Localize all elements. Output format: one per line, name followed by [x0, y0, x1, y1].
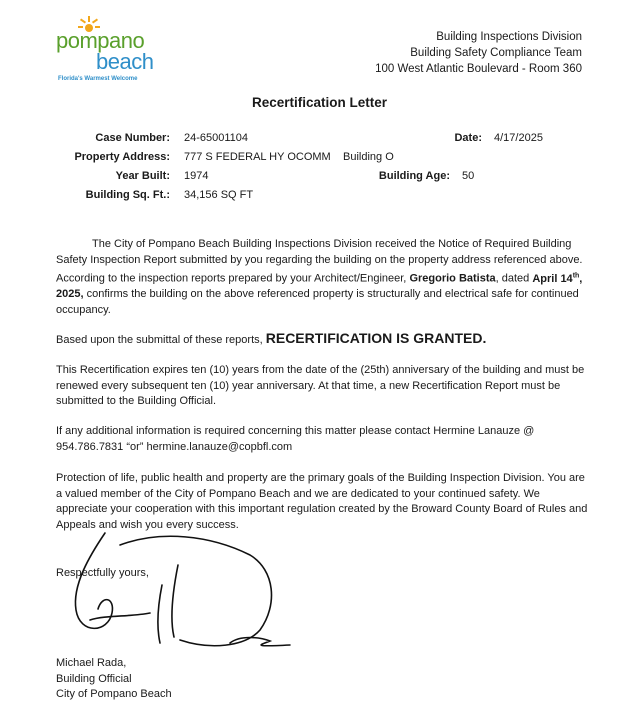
- case-number-label: Case Number:: [95, 132, 170, 144]
- signer-block: [56, 656, 172, 703]
- signer-name: Michael Rada,: [56, 657, 127, 669]
- date-label: Date:: [454, 132, 482, 144]
- engineer-name: Gregorio Batista: [409, 272, 496, 285]
- header-line-division: Building Inspections Division: [436, 31, 582, 43]
- logo-tagline: Florida's Warmest Welcome: [58, 76, 138, 82]
- letter-title: Recertification Letter: [251, 95, 388, 110]
- building-sqft-value: 34,156 SQ FT: [184, 189, 254, 201]
- paragraph-contact: If any additional information is required concerning this matter please contact Hermine Lanauze @ 954.786.7831 “or” hermine.lanauze@copbfl.com: [56, 425, 535, 453]
- case-number-value: 24-65001104: [184, 132, 249, 144]
- salutation: Respectfully yours,: [56, 567, 149, 579]
- year-built-value: 1974: [184, 170, 209, 182]
- header-line-team: Building Safety Compliance Team: [410, 47, 582, 59]
- paragraph-notice: [56, 237, 591, 318]
- signer-role: Building Official: [56, 672, 132, 685]
- notice-text-start: The City of Pompano Beach Building Inspections Division received the Notice of Required Building Safety Inspection Report submitted by you regarding the building on the property address referenced above. According to the inspection reports prepared by your Architect/Engineer,: [56, 238, 583, 285]
- logo-word-beach: beach: [96, 49, 154, 74]
- property-address-label: Property Address:: [74, 151, 170, 163]
- granted-intro: Based upon the submittal of these reports,: [56, 334, 266, 346]
- property-address-value: 777 S FEDERAL HY OCOMM: [184, 151, 331, 163]
- header-line-address: 100 West Atlantic Boulevard - Room 360: [375, 63, 582, 75]
- building-age-label: Building Age:: [378, 170, 450, 182]
- paragraph-granted: [56, 331, 591, 349]
- building-age-value: 50: [462, 170, 475, 182]
- notice-text-dated: , dated: [495, 272, 533, 285]
- signer-organization: City of Pompano Beach: [56, 688, 172, 700]
- report-date: April 14th, 2025,: [56, 272, 583, 301]
- handwritten-signature: [60, 525, 300, 655]
- notice-text-end: confirms the building on the above referenced property is structurally and electrical safe for continued occupancy.: [56, 288, 579, 316]
- year-built-label: Year Built:: [115, 170, 170, 182]
- date-value: 4/17/2025: [494, 132, 543, 144]
- logo-word-pompano: pompano: [56, 28, 145, 53]
- granted-statement: RECERTIFICATION IS GRANTED.: [265, 330, 487, 346]
- building-id-value: Building O: [343, 151, 394, 163]
- division-header: [375, 29, 582, 77]
- paragraph-closing: Protection of life, public health and property are the primary goals of the Building Inspection Division. You are a valued member of the City of Pompano Beach and we are dedicated to your continued safety. We appreciate your cooperation with this important regulation created by the Broward County Board of Rules and Appeals and wish you every success.: [56, 472, 588, 531]
- pompano-beach-logo: [56, 14, 156, 84]
- paragraph-expiration: This Recertification expires ten (10) years from the date of the (25th) anniversary of the building and must be renewed every subsequent ten (10) year anniversary. At that time, a new Recertification Report must be submitted to the Building Official.: [56, 364, 585, 407]
- building-sqft-label: Building Sq. Ft.:: [85, 189, 170, 201]
